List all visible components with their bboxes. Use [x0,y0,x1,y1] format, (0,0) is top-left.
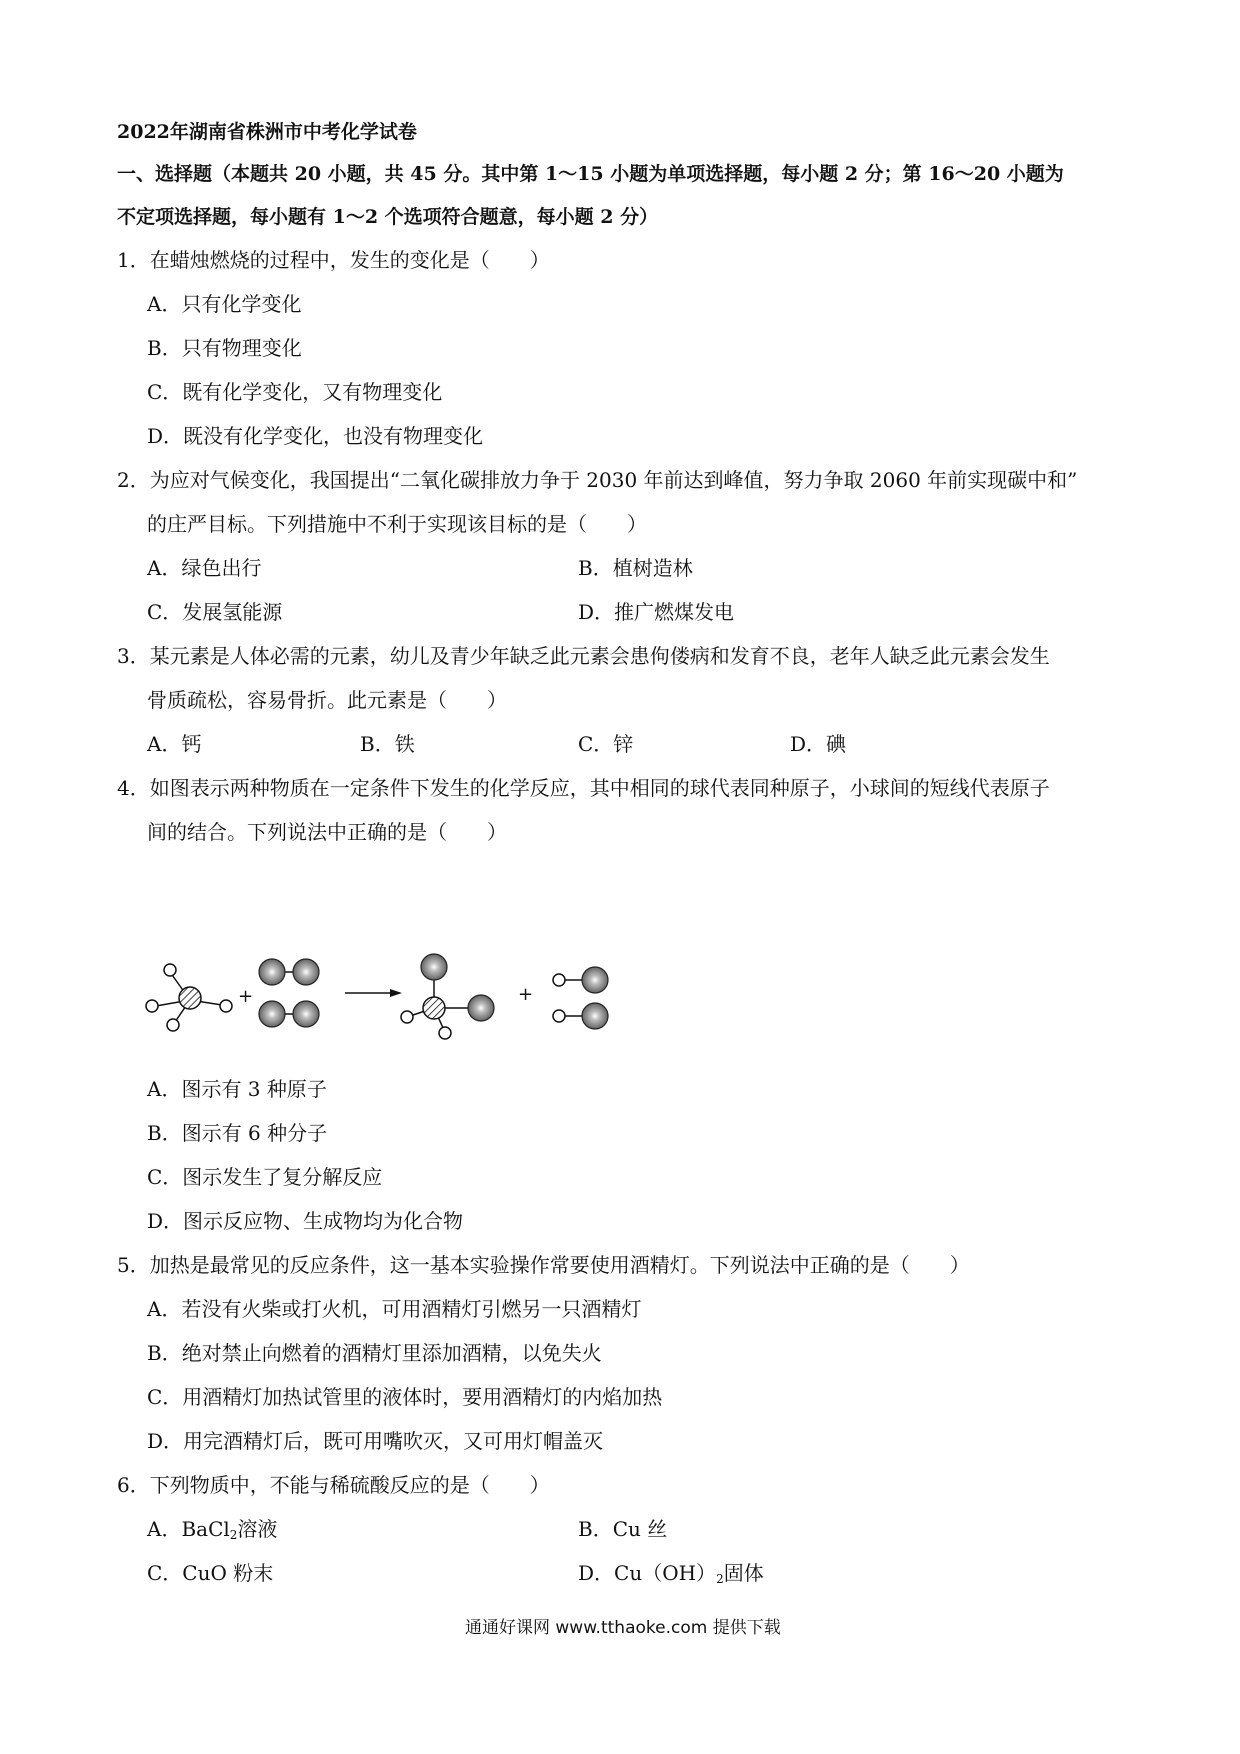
q4-option-a: A．图示有 3 种原子 [147,1077,327,1101]
q3-option-b: B．铁 [360,732,415,756]
q4-option-c: C．图示发生了复分解反应 [147,1165,383,1189]
page-footer: 通通好课网 www.tthaoke.com 提供下载 [465,1618,781,1638]
q2-stem-line2: 的庄严目标。下列措施中不利于实现该目标的是（ ） [147,512,647,536]
q4-stem-line1: 4．如图表示两种物质在一定条件下发生的化学反应，其中相同的球代表同种原子，小球间的短线代表原子 [117,776,1050,800]
q2-option-b: B．植树造林 [578,556,693,580]
q1-option-d: D．既没有化学变化，也没有物理变化 [147,424,484,448]
q5-option-a: A．若没有火柴或打火机，可用酒精灯引燃另一只酒精灯 [147,1297,642,1321]
q3-option-d: D．碘 [790,732,847,756]
q5-stem: 5．加热是最常见的反应条件，这一基本实验操作常要使用酒精灯。下列说法中正确的是（ ） [117,1253,970,1277]
q2-option-a: A．绿色出行 [147,556,262,580]
q5-option-b: B．绝对禁止向燃着的酒精灯里添加酒精，以免失火 [147,1341,602,1365]
section-heading-line2: 不定项选择题，每小题有 1～2 个选项符合题意，每小题 2 分） [117,206,659,228]
q6-option-d-text: D．Cu（OH） [578,1561,717,1585]
q1-option-a: A．只有化学变化 [147,292,302,316]
q4-option-b: B．图示有 6 种分子 [147,1121,328,1145]
q6-option-b: B．Cu 丝 [578,1517,668,1541]
q6-option-d-subscript: 2 [716,1572,724,1586]
q5-option-d: D．用完酒精灯后，既可用嘴吹灭，又可用灯帽盖灭 [147,1429,604,1453]
exam-title: 2022年湖南省株洲市中考化学试卷 [117,121,417,143]
reactant-molecule-1 [146,964,232,1031]
reactant-molecules-2 [259,959,319,1027]
q6-option-d-suffix: 固体 [723,1561,764,1585]
q6-option-c: C．CuO 粉末 [147,1561,274,1585]
q6-option-a-text: A．BaCl [147,1517,230,1541]
q4-option-d: D．图示反应物、生成物均为化合物 [147,1209,464,1233]
product-molecule-1 [401,954,494,1039]
q2-option-d: D．推广燃煤发电 [578,600,735,624]
reaction-arrow [345,989,402,997]
q6-option-a-suffix: 溶液 [237,1517,278,1541]
q6-option-a-subscript: 2 [229,1528,238,1542]
q4-stem-line2: 间的结合。下列说法中正确的是（ ） [147,820,507,844]
q3-stem-line1: 3．某元素是人体必需的元素，幼儿及青少年缺乏此元素会患佝偻病和发育不良，老年人缺乏此元素会发生 [117,644,1050,668]
q3-stem-line2: 骨质疏松，容易骨折。此元素是（ ） [147,688,507,712]
plus-sign-2: + [518,984,534,1005]
q6-option-d [578,1561,764,1591]
q6-stem: 6．下列物质中，不能与稀硫酸反应的是（ ） [117,1473,550,1497]
plus-sign-1: + [238,986,254,1007]
q6-option-a [147,1517,277,1547]
q1-option-b: B．只有物理变化 [147,336,302,360]
reaction-diagram [140,950,700,1070]
q3-option-a: A．钙 [147,732,202,756]
product-molecules-2 [553,967,608,1029]
q2-stem-line1: 2．为应对气候变化，我国提出“二氧化碳排放力争于 2030 年前达到峰值，努力争取 2060 年前实现碳中和” [117,468,1078,492]
q1-stem: 1．在蜡烛燃烧的过程中，发生的变化是（ ） [117,248,550,272]
q1-option-c: C．既有化学变化，又有物理变化 [147,380,443,404]
section-heading-line1: 一、选择题（本题共 20 小题，共 45 分。其中第 1～15 小题为单项选择题，每小题 2 分；第 16～20 小题为 [117,163,1064,185]
q5-option-c: C．用酒精灯加热试管里的液体时，要用酒精灯的内焰加热 [147,1385,663,1409]
q3-option-c: C．锌 [578,732,634,756]
q2-option-c: C．发展氢能源 [147,600,283,624]
